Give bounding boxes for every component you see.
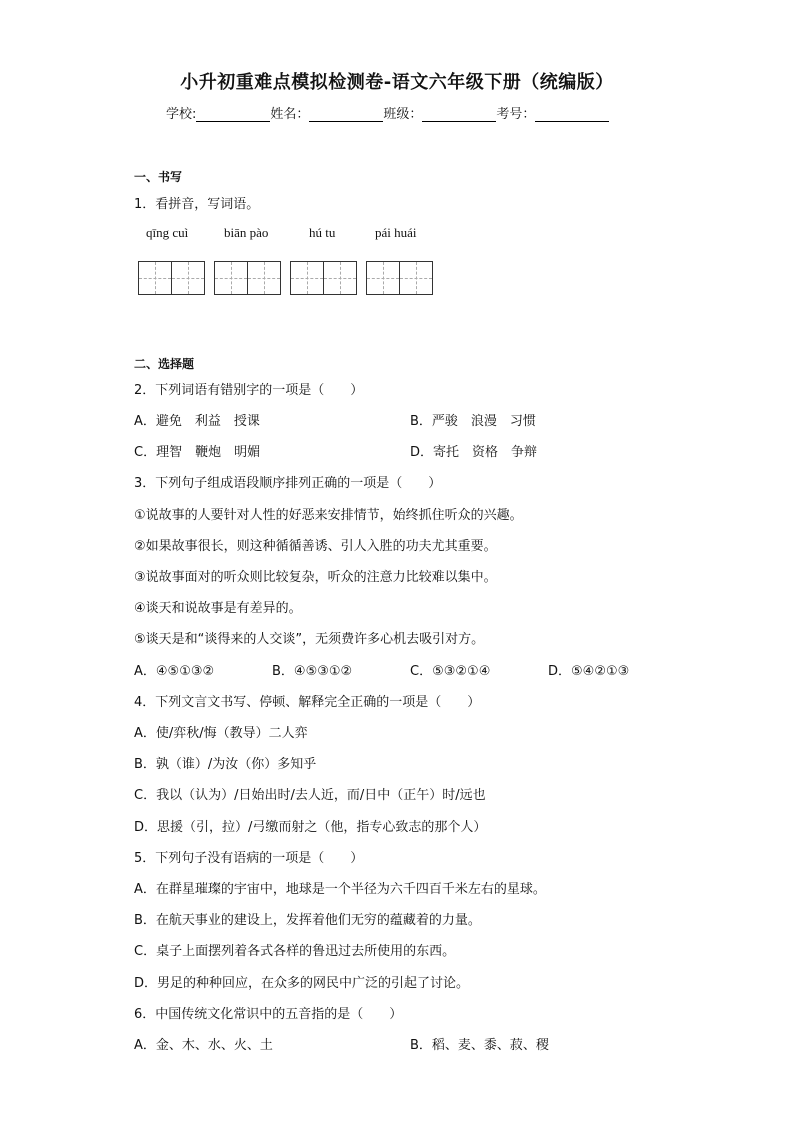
school-blank[interactable] — [196, 107, 270, 122]
pinyin-4: pái huái — [375, 225, 417, 240]
number-blank[interactable] — [535, 107, 609, 122]
q3-option-b[interactable]: B．④⑤③①② — [272, 664, 353, 679]
q3-sentence-2: ②如果故事很长，则这种循循善诱、引人入胜的功夫尤其重要。 — [134, 539, 497, 554]
pinyin-1: qīng cuì — [146, 225, 189, 240]
q4-option-b[interactable]: B．孰（谁）/为汝（你）多知乎 — [134, 757, 317, 772]
q2-option-c[interactable]: C．理智 鞭炮 明媚 — [134, 445, 261, 460]
name-label: 姓名： — [270, 107, 310, 122]
question-2: 2．下列词语有错别字的一项是（ ） — [134, 383, 364, 398]
question-6: 6．中国传统文化常识中的五音指的是（ ） — [134, 1007, 403, 1022]
number-label: 考号： — [496, 107, 536, 122]
section-heading-choice: 二、选择题 — [134, 357, 195, 371]
q3-sentence-4: ④谈天和说故事是有差异的。 — [134, 601, 302, 616]
name-blank[interactable] — [309, 107, 383, 122]
q2-option-d[interactable]: D．寄托 资格 争辩 — [410, 445, 538, 460]
school-label: 学校: — [166, 107, 197, 122]
writing-grid-1[interactable] — [138, 261, 205, 295]
q4-option-d[interactable]: D．思援（引，拉）/弓缴而射之（他，指专心致志的那个人） — [134, 820, 487, 835]
writing-grid-3[interactable] — [290, 261, 357, 295]
writing-grid-2[interactable] — [214, 261, 281, 295]
q4-option-a[interactable]: A．使/弈秋/悔（教导）二人弈 — [134, 726, 308, 741]
q5-option-a[interactable]: A．在群星璀璨的宇宙中，地球是一个半径为六千四百千米左右的星球。 — [134, 882, 546, 897]
q5-option-b[interactable]: B．在航天事业的建设上，发挥着他们无穷的蕴藏着的力量。 — [134, 913, 481, 928]
q3-sentence-3: ③说故事面对的听众则比较复杂，听众的注意力比较难以集中。 — [134, 570, 497, 585]
page-title: 小升初重难点模拟检测卷-语文六年级下册（统编版） — [180, 72, 614, 93]
question-1: 1．看拼音，写词语。 — [134, 197, 260, 212]
q3-sentence-5: ⑤谈天是和“谈得来的人交谈”，无须费许多心机去吸引对方。 — [134, 632, 485, 647]
q3-option-d[interactable]: D．⑤④②①③ — [548, 664, 630, 679]
q3-sentence-1: ①说故事的人要针对人性的好恶来安排情节，始终抓住听众的兴趣。 — [134, 508, 523, 523]
q3-option-c[interactable]: C．⑤③②①④ — [410, 664, 491, 679]
student-info-line — [166, 103, 609, 122]
q4-option-c[interactable]: C．我以（认为）/日始出时/去人近，而/日中（正午）时/远也 — [134, 788, 486, 803]
pinyin-2: biān pào — [224, 225, 269, 240]
q2-option-a[interactable]: A．避免 利益 授课 — [134, 414, 260, 429]
q6-option-a[interactable]: A．金、木、水、火、土 — [134, 1038, 273, 1053]
q5-option-d[interactable]: D．男足的种种回应，在众多的网民中广泛的引起了讨论。 — [134, 976, 470, 991]
pinyin-3: hú tu — [309, 225, 336, 240]
question-3: 3．下列句子组成语段顺序排列正确的一项是（ ） — [134, 476, 442, 491]
q2-option-b[interactable]: B．严骏 浪漫 习惯 — [410, 414, 536, 429]
q6-option-b[interactable]: B．稻、麦、黍、菽、稷 — [410, 1038, 549, 1053]
q5-option-c[interactable]: C．桌子上面摆列着各式各样的鲁迅过去所使用的东西。 — [134, 944, 456, 959]
class-label: 班级： — [383, 107, 423, 122]
question-5: 5．下列句子没有语病的一项是（ ） — [134, 851, 364, 866]
question-4: 4．下列文言文书写、停顿、解释完全正确的一项是（ ） — [134, 695, 481, 710]
class-blank[interactable] — [422, 107, 496, 122]
writing-grid-4[interactable] — [366, 261, 433, 295]
q3-option-a[interactable]: A．④⑤①③② — [134, 664, 215, 679]
section-heading-writing: 一、书写 — [134, 170, 183, 184]
